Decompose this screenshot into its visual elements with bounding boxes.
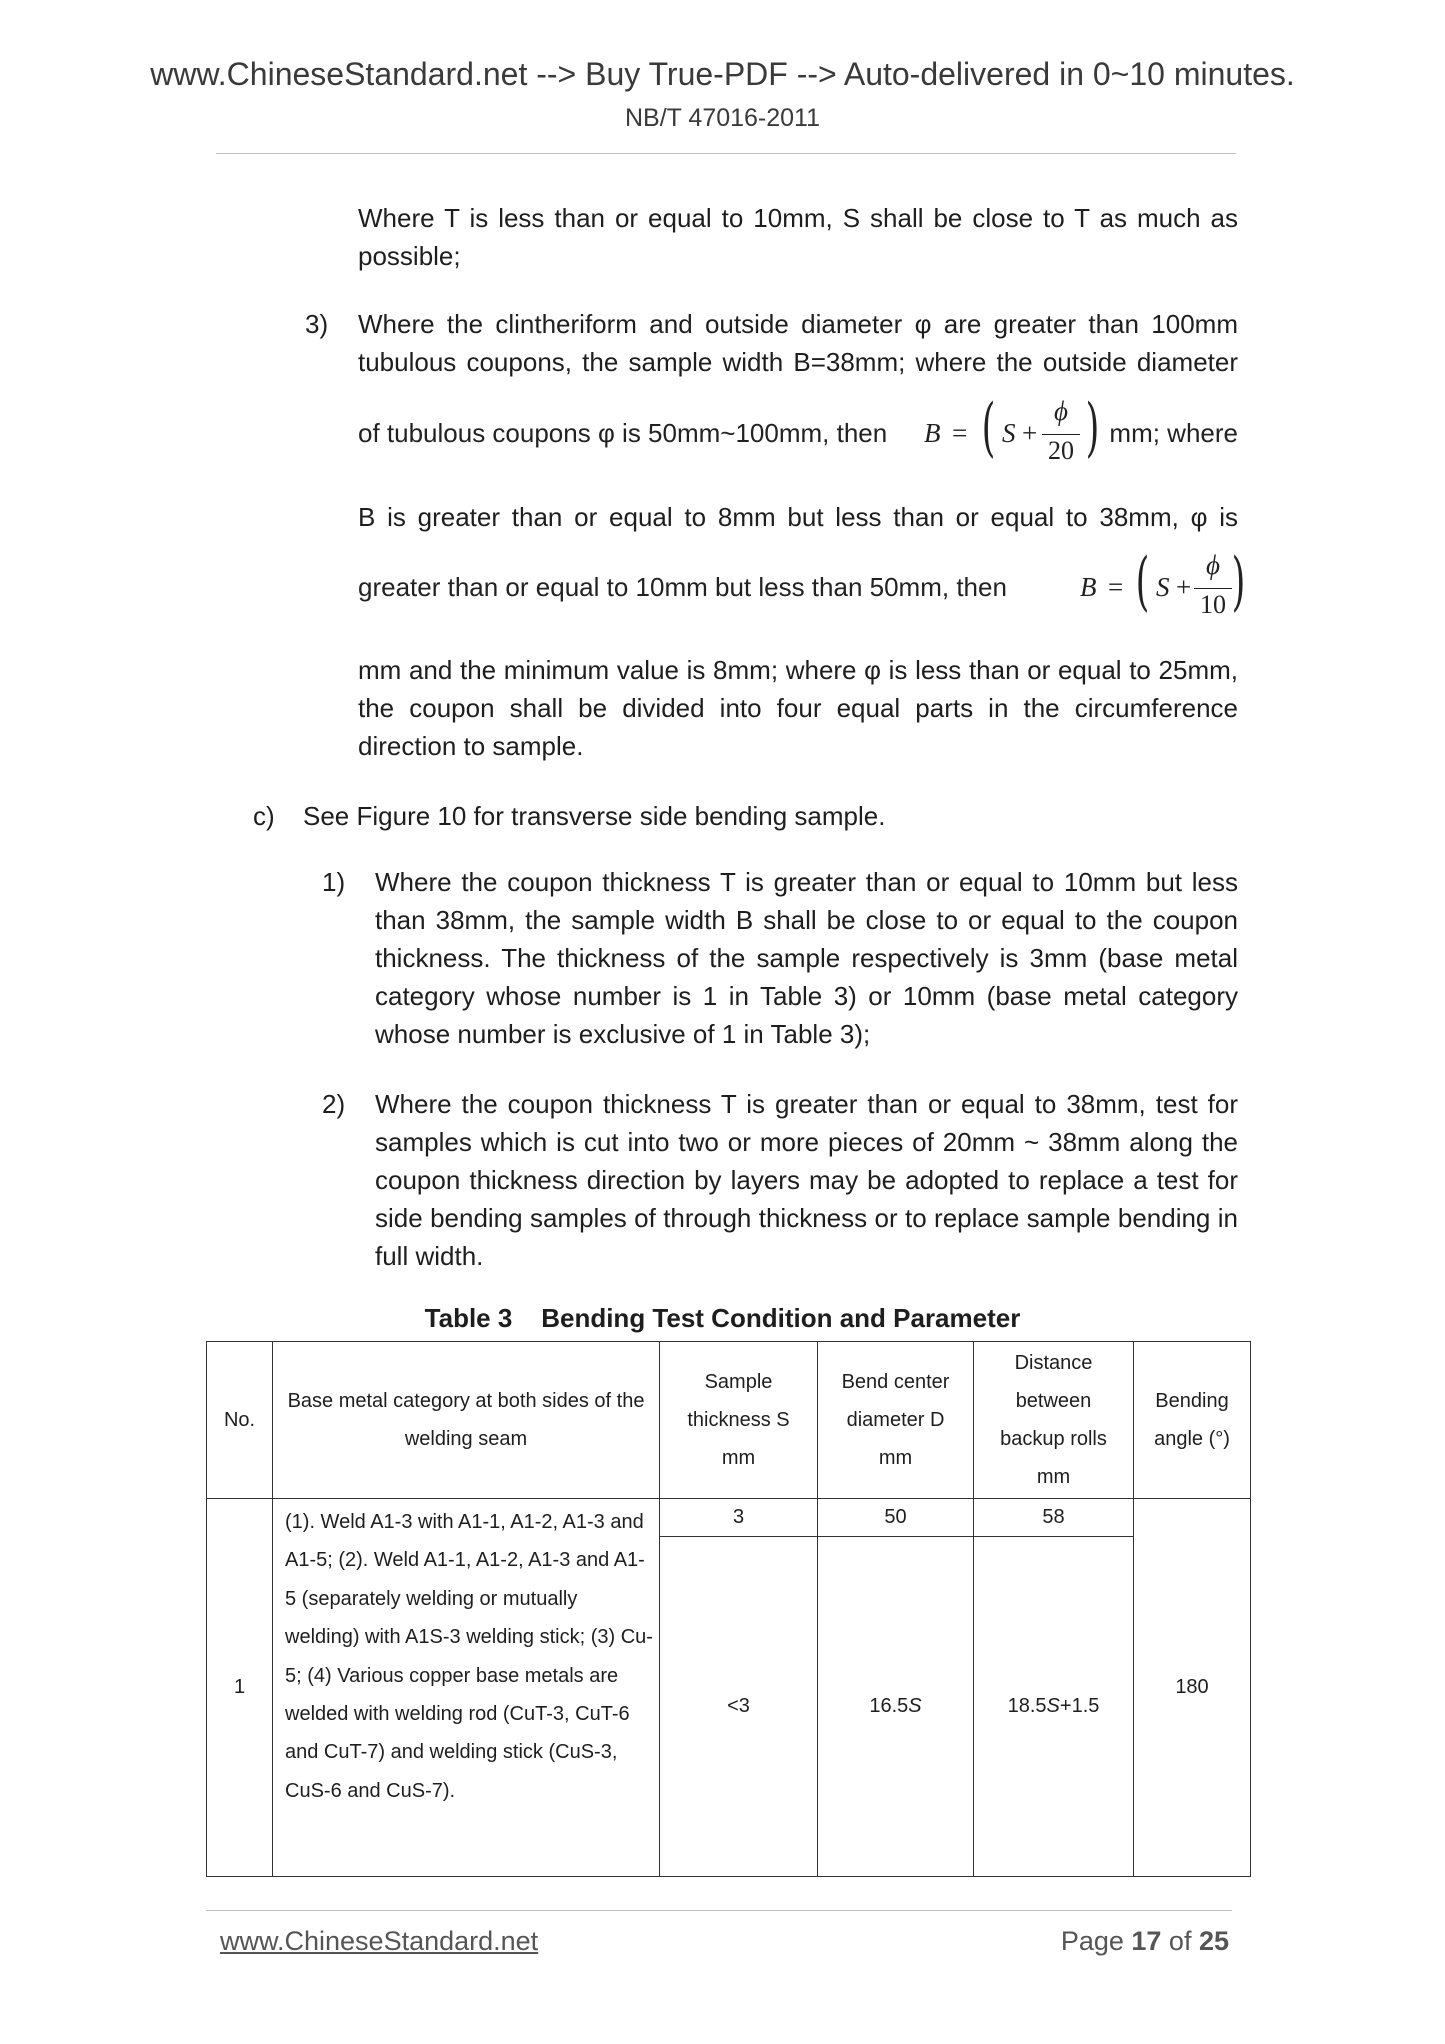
header-banner[interactable]: www.ChineseStandard.net --> Buy True-PDF --> Auto-delivered in 0~10 minutes. xyxy=(150,56,1295,92)
footer-site-link[interactable]: www.ChineseStandard.net xyxy=(220,1926,539,1956)
item-c-number: c) xyxy=(253,801,275,831)
header-sample-thickness: Sample thickness S mm xyxy=(660,1342,818,1499)
item-c2-number: 2) xyxy=(322,1089,346,1119)
cell-category: (1). Weld A1-3 with A1-1, A1-2, A1-3 and A1-5; (2). Weld A1-1, A1-2, A1-3 and A1-5 (separately welding or mutually welding) with A1S-3 welding stick; (3) Cu-5; (4) Various copper base metals are welded with welding rod (CuT-3, CuT-6 and CuT-7) and welding stick (CuS-3, CuS-6 and CuS-7). xyxy=(273,1499,660,1877)
item-3-line-2: tubulous coupons, the sample width B=38mm; where the outside diameter xyxy=(358,347,1238,377)
formula-1-left-paren: ( xyxy=(981,391,996,465)
item-3-line-1: Where the clintheriform and outside diameter φ are greater than 100mm xyxy=(358,309,1238,339)
item-c2-text: Where the coupon thickness T is greater than or equal to 38mm, test for samples which is cut into two or more pieces of 20mm ~ 38mm along the coupon thickness direction by layers may be adopted to replace a test for side bending samples of through thickness or to replace sample bending in full width. xyxy=(375,1089,1238,1271)
item-3-formula-line-2 xyxy=(358,545,1246,630)
table-row xyxy=(207,1499,1251,1537)
cell-thickness-1: 3 xyxy=(660,1499,818,1537)
cell-thickness-2: <3 xyxy=(660,1537,818,1877)
item-3-formula-line-1 xyxy=(358,391,1238,476)
distance-coefficient: 18.5 xyxy=(1007,1695,1047,1717)
formula-2-equals: = xyxy=(1108,572,1124,602)
page-of: of xyxy=(1161,1926,1199,1956)
distance-variable: S xyxy=(1046,1695,1060,1717)
formula-2-left-paren: ( xyxy=(1135,545,1150,619)
formula-1-right-paren: ) xyxy=(1085,391,1100,465)
item-c1-number: 1) xyxy=(322,867,346,897)
cell-diameter-1: 50 xyxy=(818,1499,974,1537)
formula-1-equals: = xyxy=(952,418,968,448)
cell-angle: 180 xyxy=(1134,1499,1251,1877)
header-bend-diameter: Bend center diameter D mm xyxy=(818,1342,974,1499)
table-header-row xyxy=(207,1342,1251,1499)
formula-1-trail-text: mm; where xyxy=(1109,418,1238,448)
page-prefix: Page xyxy=(1060,1926,1132,1956)
formula-1-fraction-bar xyxy=(1042,434,1080,435)
diameter-variable: S xyxy=(908,1695,922,1717)
formula-1-plus: + xyxy=(1022,418,1038,448)
formula-2-lhs: B xyxy=(1080,572,1097,602)
formula-2-plus: + xyxy=(1176,572,1192,602)
page-indicator xyxy=(1061,1926,1229,1957)
cell-distance-2 xyxy=(974,1537,1134,1877)
formula-1-lead-text: of tubulous coupons φ is 50mm~100mm, then xyxy=(358,418,888,448)
header-no: No. xyxy=(207,1342,273,1499)
cell-diameter-2 xyxy=(818,1537,974,1877)
header-divider xyxy=(216,153,1236,154)
page-total: 25 xyxy=(1198,1926,1229,1956)
formula-1-numerator: ϕ xyxy=(1054,396,1068,426)
item-3-tail-paragraph: mm and the minimum value is 8mm; where φ is less than or equal to 25mm, the coupon shall be divided into four equal parts in the circumference direction to sample. xyxy=(358,655,1238,761)
page-number: 17 xyxy=(1131,1926,1162,1956)
table-caption: Table 3 Bending Test Condition and Parameter xyxy=(424,1303,1021,1333)
formula-2-s: S xyxy=(1156,572,1170,602)
cell-no: 1 xyxy=(207,1499,273,1877)
bending-parameter-table xyxy=(206,1341,1251,1877)
formula-2-numerator: ϕ xyxy=(1206,550,1220,580)
formula-2-lead-text: greater than or equal to 10mm but less than 50mm, then xyxy=(358,572,1007,602)
paragraph-intro: Where T is less than or equal to 10mm, S shall be close to T as much as possible; xyxy=(358,203,1238,271)
document-code: NB/T 47016-2011 xyxy=(624,104,821,132)
formula-2-fraction-bar xyxy=(1194,588,1232,589)
footer-divider xyxy=(206,1910,1232,1911)
formula-1-s: S xyxy=(1002,418,1016,448)
header-bending-angle: Bending angle (°) xyxy=(1134,1342,1251,1499)
item-3-line-4: B is greater than or equal to 8mm but less than or equal to 38mm, φ is xyxy=(358,502,1238,532)
item-c-text: See Figure 10 for transverse side bending sample. xyxy=(303,801,886,831)
formula-1 xyxy=(924,391,1100,476)
formula-1-lhs: B xyxy=(924,418,941,448)
formula-2-denominator: 10 xyxy=(1200,590,1226,619)
formula-2 xyxy=(1080,545,1250,630)
distance-offset: +1.5 xyxy=(1059,1695,1100,1717)
header-roll-distance: Distance between backup rolls mm xyxy=(974,1342,1134,1499)
cell-distance-1: 58 xyxy=(974,1499,1134,1537)
diameter-coefficient: 16.5 xyxy=(869,1695,909,1717)
formula-2-right-paren: ) xyxy=(1231,545,1246,619)
formula-1-denominator: 20 xyxy=(1048,436,1074,465)
header-category: Base metal category at both sides of the welding seam xyxy=(273,1342,660,1499)
item-c1-text: Where the coupon thickness T is greater than or equal to 10mm but less than 38mm, the sample width B shall be close to or equal to the coupon thickness. The thickness of the sample respectively is 3mm (base metal category whose number is 1 in Table 3) or 10mm (base metal category whose number is exclusive of 1 in Table 3); xyxy=(375,867,1238,1049)
item-3-number: 3) xyxy=(305,309,329,339)
